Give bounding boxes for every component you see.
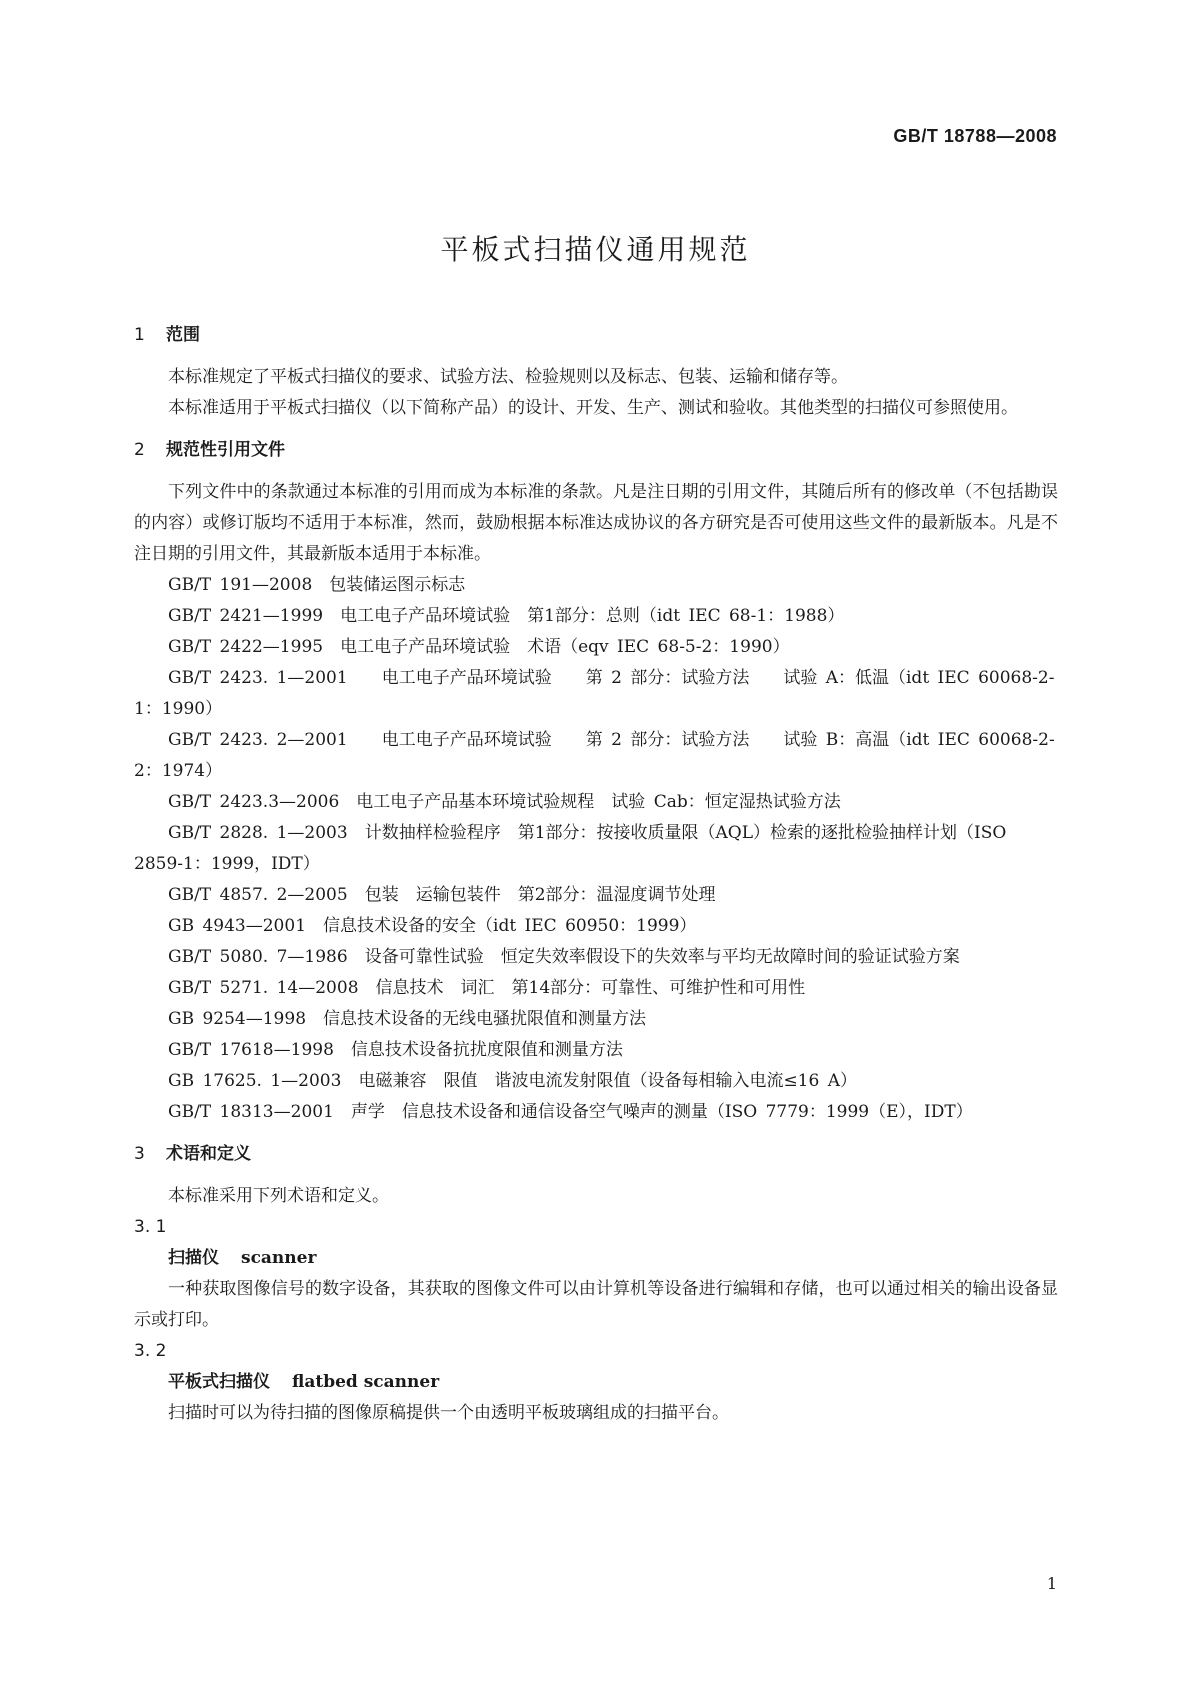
- section-1-heading: [134, 320, 1058, 351]
- section-title: 术语和定义: [166, 1144, 251, 1164]
- reference-item: GB/T 191—2008 包装储运图示标志: [168, 575, 466, 595]
- term-chinese: 平板式扫描仪: [168, 1372, 270, 1392]
- section-3-heading: [134, 1139, 1058, 1170]
- term-english: flatbed scanner: [292, 1372, 440, 1392]
- reference-item: GB 17625. 1—2003 电磁兼容 限值 谐波电流发射限值（设备每相输入电流≤16 A）: [168, 1071, 857, 1091]
- term-number: 3. 1: [134, 1217, 167, 1237]
- reference-item: GB/T 5080. 7—1986 设备可靠性试验 恒定失效率假设下的失效率与平均无故障时间的验证试验方案: [168, 947, 960, 967]
- reference-item: GB/T 2421—1999 电工电子产品环境试验 第1部分：总则（idt IEC 68-1：1988）: [168, 606, 845, 626]
- section-number: 3: [134, 1144, 145, 1164]
- section-title: 规范性引用文件: [166, 440, 285, 460]
- section-2-heading: [134, 435, 1058, 466]
- reference-item: GB/T 4857. 2—2005 包装 运输包装件 第2部分：温湿度调节处理: [168, 885, 716, 905]
- paragraph: 本标准规定了平板式扫描仪的要求、试验方法、检验规则以及标志、包装、运输和储存等。: [168, 367, 848, 387]
- paragraph: 下列文件中的条款通过本标准的引用而成为本标准的条款。凡是注日期的引用文件，其随后所有的修改单（不包括勘误的内容）或修订版均不适用于本标准，然而，鼓励根据本标准达成协议的各方研究是否可使用这些文件的最新版本。凡是不注日期的引用文件，其最新版本适用于本标准。: [134, 482, 1058, 564]
- reference-item: GB/T 17618—1998 信息技术设备抗扰度限值和测量方法: [168, 1040, 623, 1060]
- document-body: [134, 320, 1058, 1429]
- term-entry: [134, 1243, 1058, 1274]
- reference-item: GB/T 18313—2001 声学 信息技术设备和通信设备空气噪声的测量（ISO 7779：1999（E），IDT）: [168, 1102, 973, 1122]
- term-chinese: 扫描仪: [168, 1248, 219, 1268]
- reference-item: GB/T 5271. 14—2008 信息技术 词汇 第14部分：可靠性、可维护性和可用性: [168, 978, 806, 998]
- section-title: 范围: [166, 325, 200, 345]
- paragraph: 本标准采用下列术语和定义。: [168, 1186, 389, 1206]
- section-number: 2: [134, 440, 145, 460]
- standard-number: GB/T 18788—2008: [893, 126, 1057, 146]
- term-number: 3. 2: [134, 1341, 167, 1361]
- reference-item: GB/T 2828. 1—2003 计数抽样检验程序 第1部分：按接收质量限（AQL）检索的逐批检验抽样计划（ISO 2859-1：1999，IDT）: [134, 823, 1007, 874]
- reference-item: GB 4943—2001 信息技术设备的安全（idt IEC 60950：1999）: [168, 916, 697, 936]
- term-entry: [134, 1367, 1058, 1398]
- reference-item: GB/T 2423. 2—2001 电工电子产品环境试验 第 2 部分：试验方法 试验 B：高温（idt IEC 60068-2-2：1974）: [134, 730, 1055, 781]
- term-definition: 一种获取图像信号的数字设备，其获取的图像文件可以由计算机等设备进行编辑和存储，也可以通过相关的输出设备显示或打印。: [134, 1279, 1058, 1330]
- document-title: 平板式扫描仪通用规范: [440, 233, 751, 266]
- section-number: 1: [134, 325, 145, 345]
- reference-item: GB/T 2422—1995 电工电子产品环境试验 术语（eqv IEC 68-5-2：1990）: [168, 637, 790, 657]
- page-number: 1: [1046, 1574, 1057, 1593]
- reference-item: GB 9254—1998 信息技术设备的无线电骚扰限值和测量方法: [168, 1009, 647, 1029]
- reference-item: GB/T 2423. 1—2001 电工电子产品环境试验 第 2 部分：试验方法 试验 A：低温（idt IEC 60068-2-1：1990）: [134, 668, 1055, 719]
- paragraph: 本标准适用于平板式扫描仪（以下简称产品）的设计、开发、生产、测试和验收。其他类型的扫描仪可参照使用。: [168, 398, 1018, 418]
- term-definition: 扫描时可以为待扫描的图像原稿提供一个由透明平板玻璃组成的扫描平台。: [168, 1403, 729, 1423]
- reference-item: GB/T 2423.3—2006 电工电子产品基本环境试验规程 试验 Cab：恒定湿热试验方法: [168, 792, 841, 812]
- term-english: scanner: [241, 1248, 317, 1268]
